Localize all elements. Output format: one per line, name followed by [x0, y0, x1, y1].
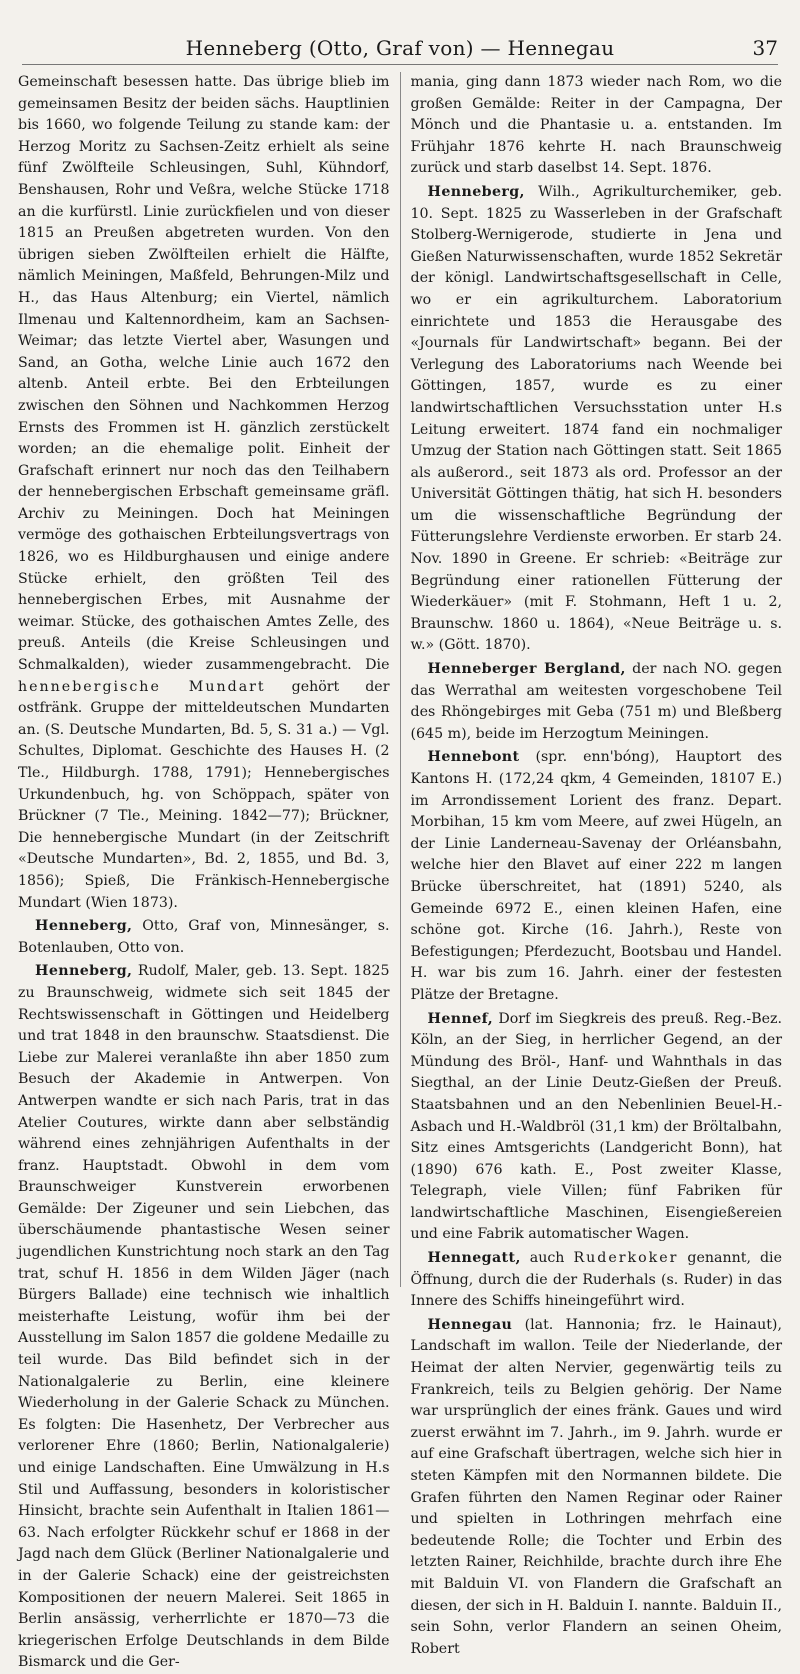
- entry-headword: Hennef,: [427, 1010, 494, 1027]
- two-column-body: [18, 72, 783, 1671]
- entry-henneberg-wilhelm: [411, 182, 783, 657]
- entry-text: genannt, die Öffnung, durch die der Ruderhals (s. Ruder) in das Innere des Schiffs hineingeführt wird.: [410, 1250, 782, 1310]
- page-number: 37: [752, 36, 778, 60]
- body-text: mania, ging dann 1873 wieder nach Rom, wo die großen Gemälde: Reiter in der Campagna, Der Mönch und die Phantasie u. a. entstanden. Im Frühjahr 1876 kehrte H. nach Braunschweig zurück und starb daselbst 14. Sept. 1876.: [410, 74, 782, 177]
- entry-text: Rudolf, Maler, geb. 13. Sept. 1825 zu Braunschweig, widmete sich seit 1845 der Rechtswissenschaft in Göttingen und Heidelberg und trat 1848 in den braunschw. Staatsdienst. Die Liebe zur Malerei veranlaßte ihn aber 1850 zum Besuch der Akademie in Antwerpen. Von Antwerpen wandte er sich nach Paris, trat in das Atelier Coutures, wirkte dann aber selbständig während eines zehnjährigen Aufenthalts in der franz. Hauptstadt. Obwohl in dem vom Braunschweiger Kunstverein erworbenen Gemälde: Der Zigeuner und sein Liebchen, das überschäumende phantastische Wesen seiner jugendlichen Kunstrichtung noch stark an den Tag trat, schuf H. 1856 in dem Wilden Jäger (nach Bürgers Ballade) eine technisch wie inhaltlich meisterhafte Leistung, wofür ihm bei der Ausstellung im Salon 1857 die goldene Medaille zu teil wurde. Das Bild befindet sich in der Nationalgalerie zu Berlin, eine kleinere Wiederholung in der Galerie Schack zu München. Es folgten: Die Hasenhetz, Der Verbrecher aus verlorener Ehre (1860; Berlin, Nationalgalerie) und einige Landschaften. Eine Umwälzung in H.s Stil und Auffassung, besonders in koloristischer Hinsicht, brachte sein Aufenthalt in Italien 1861—63. Nach erfolgter Rückkehr schuf er 1868 in der Jagd nach dem Glück (Berliner Nationalgalerie und in der Galerie Schack) eine der geistreichsten Kompositionen der neuern Malerei. Seit 1865 in Berlin ansässig, verherrlichte er 1870—73 die kriegerischen Erfolge Deutschlands in dem Bilde Bismarck und die Ger-: [18, 963, 390, 1671]
- entry-headword: Henneberger Bergland,: [427, 661, 626, 678]
- entry-headword: Henneberg,: [427, 183, 525, 200]
- entry-continuation-rudolf: [411, 72, 783, 180]
- left-column: [18, 72, 390, 1671]
- entry-continuation-henneberg-grafschaft: [18, 72, 390, 914]
- entry-text: auch: [529, 1250, 565, 1267]
- entry-text: (lat. Hannonia; frz. le Hainaut), Landschaft im wallon. Teile der Niederlande, der Heimat der alten Nervier, gegenwärtig teils zu Frankreich, teils zu Belgien gehörig. Der Name war ursprünglich der eines fränk. Gaues und wird zuerst erwähnt im 7. Jahrh., im 9. Jahrh. wurde er auf eine Grafschaft übertragen, welche sich hier in steten Kämpfen mit den Normannen bildete. Die Grafen führten den Namen Reginar oder Rainer und spielten in Lothringen mehrfach eine bedeutende Rolle; die Tochter und Erbin des letzten Rainer, Reichhilde, brachte durch ihre Ehe mit Balduin VI. von Flandern die Grafschaft an diesen, der sich in H. Balduin I. nannte. Balduin II., sein Sohn, verlor Flandern an seinen Oheim, Robert: [410, 1316, 782, 1657]
- entry-headword: Henneberg,: [35, 963, 133, 980]
- entry-headword: Hennegatt,: [427, 1250, 521, 1267]
- entry-henneberger-bergland: [411, 659, 783, 745]
- body-text: gehört der ostfränk. Gruppe der mitteldeutschen Mundarten an. (S. Deutsche Mundarten, Bd. 5, S. 31 a.) — Vgl. Schultes, Diplomat. Geschichte des Hauses H. (2 Tle., Hildburgh. 1788, 1791); Hennebergisches Urkundenbuch, hg. von Schöppach, später von Brückner (7 Tle., Meining. 1842—77); Brückner, Die hennebergische Mundart (in der Zeitschrift «Deutsche Mundarten», Bd. 2, 1855, und Bd. 3, 1856); Spieß, Die Fränkisch-Hennebergische Mundart (Wien 1873).: [18, 678, 390, 911]
- entry-hennegatt: [411, 1248, 783, 1313]
- entry-text: der nach NO. gegen das Werrathal am weitesten vorgeschobene Teil des Rhöngebirges mit Geba (751 m) und Bleßberg (645 m), beide im Herzogtum Meiningen.: [410, 661, 782, 742]
- entry-hennef: [411, 1009, 783, 1247]
- page-header: [22, 30, 778, 65]
- column-divider: [400, 72, 401, 1287]
- entry-text: Otto, Graf von, Minnesänger, s. Botenlauben, Otto von.: [18, 918, 390, 956]
- body-text: Gemeinschaft besessen hatte. Das übrige blieb im gemeinsamen Besitz der beiden sächs. Hauptlinien bis 1660, wo folgende Teilung zu stande kam: der Herzog Moritz zu Sachsen-Zeitz erhielt als seine fünf Zwölfteile Schleusingen, Suhl, Kühndorf, Benshausen, Rohr und Veßra, welche Stücke 1718 an die kurfürstl. Linie zurückfielen und von dieser 1815 an Preußen abgetreten wurden. Von den übrigen sieben Zwölfteilen erhielt die Hälfte, nämlich Meiningen, Maßfeld, Behrungen-Milz und H., das Haus Altenburg; ein Viertel, nämlich Ilmenau und Kaltennordheim, kam an Sachsen-Weimar; das letzte Viertel aber, Wasungen und Sand, an Gotha, welche Linie auch 1672 den altenb. Anteil erbte. Bei den Erbteilungen zwischen den Söhnen und Nachkommen Herzog Ernsts des Frommen ist H. gänzlich zerstückelt worden; an die ehemalige polit. Einheit der Grafschaft erinnert nur noch das den Teilhabern der hennebergischen Erbschaft gemeinsame gräfl. Archiv zu Meiningen. Doch hat Meiningen vermöge des gothaischen Erbteilungsvertrags von 1826, wo es Hildburghausen und einige andere Stücke erhielt, den größten Teil des hennebergischen Erbes, mit Ausnahme der weimar. Stücke, des gothaischen Amtes Zelle, des preuß. Anteils (die Kreise Schleusingen und Schmalkalden), wieder zusammengebracht. Die: [18, 74, 390, 674]
- entry-henneberg-rudolf: [18, 961, 390, 1674]
- entry-headword: Henneberg,: [35, 918, 133, 935]
- entry-text: (spr. enn'bóng), Hauptort des Kantons H. (172,24 qkm, 4 Gemeinden, 18107 E.) im Arrondissement Lorient des franz. Depart. Morbihan, 15 km vom Meere, auf zwei Hügeln, an der Linie Landerneau-Savenay der Orléansbahn, welche hier den Blavet auf einer 222 m langen Brücke überschreitet, hat (1891) 5240, als Gemeinde 6972 E., einen kleinen Hafen, eine schöne got. Kirche (16. Jahrh.), Reste von Befestigungen; Pferdezucht, Bootsbau und Handel. H. war bis zum 16. Jahrh. einer der festesten Plätze der Bretagne.: [410, 749, 783, 1003]
- entry-henneberg-otto: [18, 916, 390, 959]
- right-column: [410, 72, 783, 1657]
- entry-hennebont: [411, 747, 783, 1006]
- entry-text: Wilh., Agrikulturchemiker, geb. 10. Sept. 1825 zu Wasserleben in der Grafschaft Stolberg-Wernigerode, studierte in Jena und Gießen Naturwissenschaften, wurde 1852 Sekretär der königl. Landwirtschaftsgesellschaft in Celle, wo er ein agrikulturchem. Laboratorium einrichtete und 1853 die Herausgabe des «Journals für Landwirtschaft» begann. Bei der Verlegung des Laboratoriums nach Weende bei Göttingen, 1857, wurde es zu einer landwirtschaftlichen Versuchsstation unter H.s Leitung erweitert. 1874 fand ein nochmaliger Umzug der Station nach Göttingen statt. Seit 1865 als außerord., seit 1873 als ord. Professor an der Universität Göttingen thätig, hat sich H. besonders um die wissenschaftliche Begründung der Fütterungslehre Verdienste erworben. Er starb 24. Nov. 1890 in Greene. Er schrieb: «Beiträge zur Begründung einer rationellen Fütterung der Wiederkäuer» (mit F. Stohmann, Heft 1 u. 2, Braunschw. 1860 u. 1864), «Neue Beiträge u. s. w.» (Gött. 1870).: [410, 183, 783, 654]
- spaced-term: Ruderkoker: [573, 1250, 679, 1267]
- entry-headword: Hennebont: [427, 749, 520, 766]
- entry-text: Dorf im Siegkreis des preuß. Reg.-Bez. Köln, an der Sieg, in herrlicher Gegend, an der Mündung des Bröl-, Hanf- und Wahnthals in das Siegthal, an der Linie Deutz-Gießen der Preuß. Staatsbahnen und an den Nebenlinien Beuel-H.-Asbach und H.-Waldbröl (31,1 km) der Bröltalbahn, Sitz eines Amtsgerichts (Landgericht Bonn), hat (1890) 676 kath. E., Post zweiter Klasse, Telegraph, viele Villen; fünf Fabriken für landwirtschaftliche Maschinen, Eisengießereien und eine Fabrik automatischer Wagen.: [410, 1010, 783, 1243]
- entry-headword: Hennegau: [427, 1316, 513, 1333]
- entry-hennegau: [411, 1315, 783, 1661]
- spaced-term: hennebergische Mundart: [18, 678, 266, 695]
- running-title: Henneberg (Otto, Graf von) — Hennegau: [185, 36, 615, 60]
